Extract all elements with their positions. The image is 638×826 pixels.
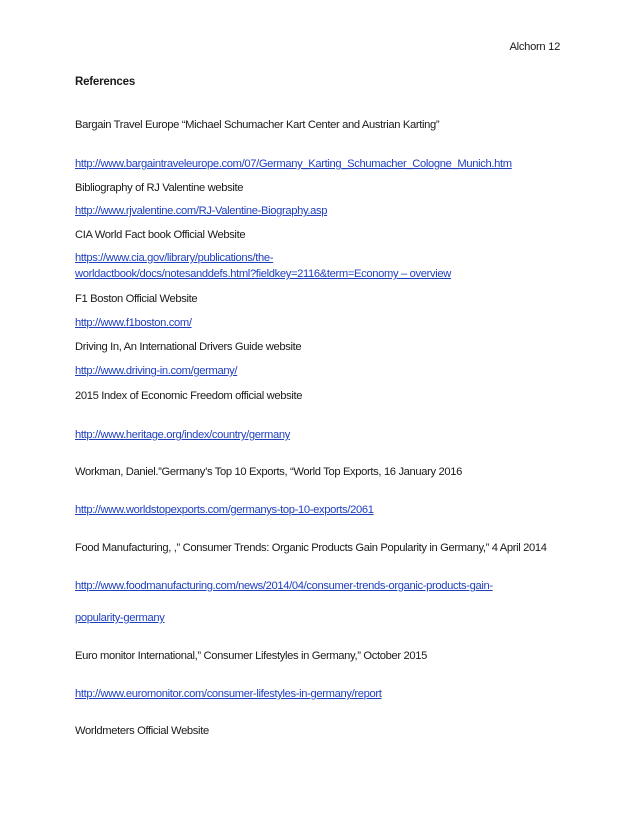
reference-link[interactable]: http://www.bargaintraveleurope.com/07/Germany_Karting_Schumacher_Cologne_Munich.htm [75,158,512,170]
reference-link-line1[interactable]: http://www.foodmanufacturing.com/news/2014/04/consumer-trends-organic-products-gain- [75,580,493,592]
reference-text: Euro monitor International,” Consumer Lifestyles in Germany,” October 2015 [75,650,427,662]
reference-text: Food Manufacturing, ,” Consumer Trends: Organic Products Gain Popularity in Germany,” 4 April 2014 [75,542,547,554]
reference-text: 2015 Index of Economic Freedom official website [75,390,303,402]
reference-link[interactable]: http://www.rjvalentine.com/RJ-Valentine-Biography.asp [75,205,328,217]
reference-text: Driving In, An International Drivers Guide website [75,341,302,353]
reference-link-line2[interactable]: popularity-germany [75,612,165,624]
reference-link[interactable]: http://www.worldstopexports.com/germanys-top-10-exports/2061 [75,504,374,516]
reference-text: CIA World Fact book Official Website [75,229,246,241]
reference-text: Workman, Daniel.”Germany’s Top 10 Exports, “World Top Exports, 16 January 2016 [75,466,463,478]
reference-link-line2[interactable]: worldactbook/docs/notesanddefs.html?fieldkey=2116&term=Economy – overview [75,268,451,280]
reference-text: Worldmeters Official Website [75,725,209,737]
reference-link[interactable]: http://www.f1boston.com/ [75,317,192,329]
reference-text: Bargain Travel Europe “Michael Schumacher Kart Center and Austrian Karting” [75,119,440,131]
running-head: Alchorn 12 [509,41,560,53]
reference-text: Bibliography of RJ Valentine website [75,182,244,194]
reference-link-line1[interactable]: https://www.cia.gov/library/publications/the- [75,252,274,264]
references-heading: References [75,76,136,88]
reference-link[interactable]: http://www.heritage.org/index/country/germany [75,429,290,441]
reference-link[interactable]: http://www.euromonitor.com/consumer-lifestyles-in-germany/report [75,688,382,700]
reference-text: F1 Boston Official Website [75,293,198,305]
reference-link[interactable]: http://www.driving-in.com/germany/ [75,365,238,377]
